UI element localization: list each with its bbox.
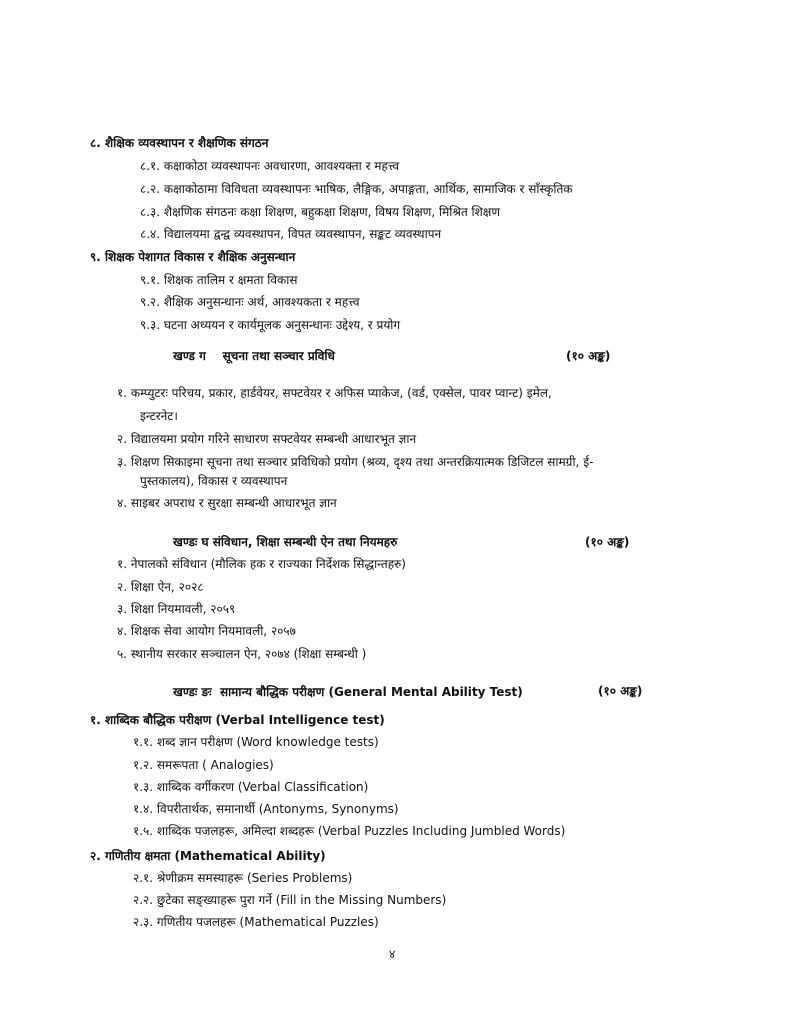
khanda-gha-title: खण्डः घ संविधान, शिक्षा सम्बन्धी ऐन तथा नियमहरु — [173, 535, 398, 549]
khanda-gha-item-1: १. नेपालको संविधान (मौलिक हक र राज्यका निर्देशक सिद्धान्तहरु) — [117, 557, 406, 571]
khanda-nga-title: खण्डः ङः सामान्य बौद्धिक परीक्षण (General Mental Ability Test) — [173, 685, 523, 699]
khanda-ga-item-3: ३. शिक्षण सिकाइमा सूचना तथा सञ्चार प्रविधिको प्रयोग (श्रव्य, दृश्य तथा अन्तरक्रियात्मक डिजिटल सामग्री, ई- — [117, 455, 594, 469]
section-9-heading: ९. शिक्षक पेशागत विकास र शैक्षिक अनुसन्धान — [90, 250, 296, 264]
khanda-ga-item-1: १. कम्प्युटरः परिचय, प्रकार, हार्डवेयर, सफ्टवेयर र अफिस प्याकेज, (वर्ड, एक्सेल, पावर प्वान्ट) इमेल, — [117, 386, 552, 400]
math-item-3: २.३. गणितीय पजलहरू (Mathematical Puzzles) — [133, 915, 379, 929]
verbal-item-3: १.३. शाब्दिक वर्गीकरण (Verbal Classification) — [133, 780, 369, 794]
math-item-1: २.१. श्रेणीक्रम समस्याहरू (Series Problems) — [133, 871, 353, 885]
khanda-ga-item-2: २. विद्यालयमा प्रयोग गरिने साधारण सफ्टवेयर सम्बन्धी आधारभूत ज्ञान — [117, 432, 417, 446]
khanda-gha-item-4: ४. शिक्षक सेवा आयोग नियमावली, २०५७ — [117, 624, 296, 638]
verbal-item-5: १.५. शाब्दिक पजलहरू, अमिल्दा शब्दहरू (Verbal Puzzles Including Jumbled Words) — [133, 824, 566, 838]
khanda-gha-item-3: ३. शिक्षा नियमावली, २०५९ — [117, 602, 236, 616]
khanda-nga-marks: (१० अङ्क) — [598, 684, 643, 698]
khanda-ga-item-3-cont: पुस्तकालय), विकास र व्यवस्थापन — [140, 474, 288, 488]
section-8-heading: ८. शैक्षिक व्यवस्थापन र शैक्षणिक संगठन — [90, 136, 269, 150]
verbal-intelligence-heading: १. शाब्दिक बौद्धिक परीक्षण (Verbal Intelligence test) — [90, 713, 385, 727]
khanda-gha-item-2: २. शिक्षा ऐन, २०२८ — [117, 580, 204, 594]
page-number: ४ — [389, 947, 396, 961]
khanda-ga-item-4: ४. साइबर अपराध र सुरक्षा सम्बन्धी आधारभूत ज्ञान — [117, 496, 337, 510]
section-8-item-3: ८.३. शैक्षणिक संगठनः कक्षा शिक्षण, बहुकक्षा शिक्षण, विषय शिक्षण, मिश्रित शिक्षण — [140, 205, 501, 219]
khanda-gha-item-5: ५. स्थानीय सरकार सञ्चालन ऐन, २०७४ (शिक्षा सम्बन्धी ) — [117, 647, 367, 661]
section-9-item-2: ९.२. शैक्षिक अनुसन्धानः अर्थ, आवश्यकता र महत्त्व — [140, 295, 360, 309]
math-item-2: २.२. छुटेका सङ्ख्याहरू पुरा गर्ने (Fill in the Missing Numbers) — [133, 893, 447, 907]
khanda-ga-item-1-cont: इन्टरनेट। — [140, 409, 178, 423]
khanda-ga-marks: (१० अङ्क) — [566, 349, 611, 363]
verbal-item-1: १.१. शब्द ज्ञान परीक्षण (Word knowledge tests) — [133, 735, 379, 749]
verbal-item-2: १.२. समरूपता ( Analogies) — [133, 758, 274, 772]
section-8-item-2: ८.२. कक्षाकोठामा विविधता व्यवस्थापनः भाषिक, लैङ्गिक, अपाङ्गता, आर्थिक, सामाजिक र साँस्कृतिक — [140, 182, 573, 196]
section-8-item-4: ८.४. विद्यालयमा द्वन्द्व व्यवस्थापन, विपत व्यवस्थापन, सङ्कट व्यवस्थापन — [140, 227, 442, 241]
mathematical-ability-heading: २. गणितीय क्षमता (Mathematical Ability) — [90, 849, 326, 863]
khanda-gha-marks: (१० अङ्क) — [585, 535, 630, 549]
khanda-ga-title: खण्ड ग सूचना तथा सञ्चार प्रविधि — [173, 349, 335, 363]
section-9-item-1: ९.१. शिक्षक तालिम र क्षमता विकास — [140, 273, 298, 287]
section-9-item-3: ९.३. घटना अध्ययन र कार्यमूलक अनुसन्धानः उद्देश्य, र प्रयोग — [140, 318, 401, 332]
section-8-item-1: ८.१. कक्षाकोठा व्यवस्थापनः अवधारणा, आवश्यक्ता र महत्त्व — [140, 159, 400, 173]
verbal-item-4: १.४. विपरीतार्थक, समानार्थी (Antonyms, Synonyms) — [133, 802, 399, 816]
